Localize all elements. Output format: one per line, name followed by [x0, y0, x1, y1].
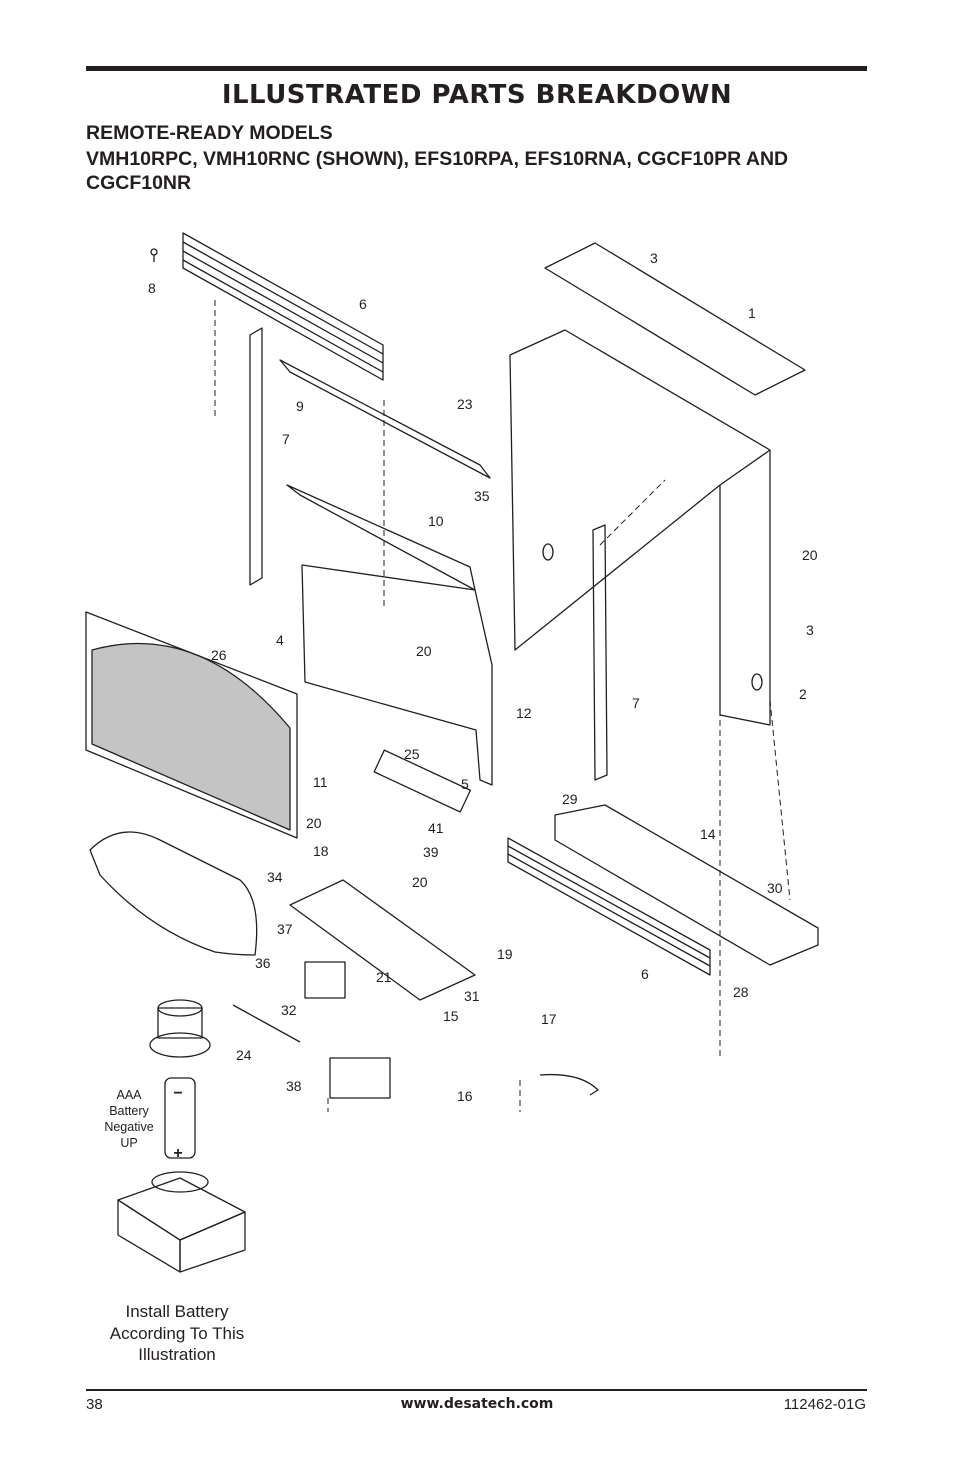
callout-7-right: 7	[632, 695, 640, 711]
part-36-bracket	[305, 962, 345, 998]
part-12-firebox	[302, 565, 492, 785]
callout-11: 11	[313, 774, 328, 790]
page-number: 38	[86, 1396, 103, 1413]
callout-38: 38	[286, 1078, 302, 1094]
callout-29: 29	[562, 791, 578, 807]
part-6-top-louver	[183, 233, 383, 380]
valve-body	[330, 1058, 390, 1098]
callout-26: 26	[211, 647, 227, 663]
callout-9: 9	[296, 398, 304, 414]
callout-3-right: 3	[806, 622, 814, 638]
part-10-baffle	[287, 485, 475, 590]
callout-20-lower: 20	[306, 815, 322, 831]
part-26-grille	[86, 612, 297, 838]
callout-18: 18	[313, 843, 329, 859]
callout-19: 19	[497, 946, 513, 962]
part-5-burner	[374, 750, 470, 812]
screw-8	[151, 249, 157, 262]
part-9-bracket	[280, 360, 490, 478]
callout-6-bottom: 6	[641, 966, 649, 982]
website-link: www.desatech.com	[400, 1396, 554, 1412]
callout-12: 12	[516, 705, 532, 721]
tube-loop	[540, 1075, 598, 1095]
models-list: VMH10RPC, VMH10RNC (SHOWN), EFS10RPA, EFS10RNA, CGCF10PR AND CGCF10NR	[86, 148, 789, 194]
callout-31: 31	[464, 988, 480, 1004]
callout-28: 28	[733, 984, 749, 1000]
part-7-right-strip	[593, 525, 607, 780]
callout-23: 23	[457, 396, 473, 412]
battery-note-line4: UP	[120, 1136, 138, 1150]
part-7-left-strip	[250, 328, 262, 585]
battery-cap-illustration	[150, 1000, 210, 1057]
callout-39: 39	[423, 844, 439, 860]
callout-2: 2	[799, 686, 807, 702]
callout-41: 41	[428, 820, 444, 836]
callout-30: 30	[767, 880, 783, 896]
battery-note-line2: Battery	[109, 1104, 149, 1118]
callout-3-top: 3	[650, 250, 658, 266]
callout-10: 10	[428, 513, 444, 529]
part-23-cabinet	[510, 330, 770, 725]
callout-37: 37	[277, 921, 293, 937]
callout-15: 15	[443, 1008, 459, 1024]
callout-1: 1	[748, 305, 756, 321]
callout-17: 17	[541, 1011, 557, 1027]
callout-20-right: 20	[802, 547, 818, 563]
callout-4: 4	[276, 632, 284, 648]
svg-text:+: +	[173, 1145, 183, 1162]
battery-note-line1: AAA	[116, 1088, 142, 1102]
callout-34: 34	[267, 869, 283, 885]
callout-20-mid: 20	[416, 643, 432, 659]
callout-32: 32	[281, 1002, 297, 1018]
callout-6-top: 6	[359, 296, 367, 312]
bottom-rule	[86, 1389, 867, 1391]
callout-7-left: 7	[282, 431, 290, 447]
callout-36: 36	[255, 955, 271, 971]
callout-20-bracket: 20	[412, 874, 428, 890]
callout-14: 14	[700, 826, 716, 842]
svg-text:−: −	[173, 1085, 183, 1102]
callout-24: 24	[236, 1047, 252, 1063]
part-27-logs	[90, 832, 257, 955]
callout-5: 5	[461, 776, 469, 792]
callout-8: 8	[148, 280, 156, 296]
part-1-top-panel	[545, 243, 805, 395]
page-title: ILLUSTRATED PARTS BREAKDOWN	[221, 80, 733, 110]
models-heading: REMOTE-READY MODELS	[86, 122, 333, 144]
document-number: 112462-01G	[783, 1396, 866, 1413]
install-battery-caption: Install Battery According To This Illustration	[109, 1302, 245, 1364]
battery-holder-illustration	[118, 1172, 245, 1272]
callout-25: 25	[404, 746, 420, 762]
callout-16: 16	[457, 1088, 473, 1104]
callout-21: 21	[376, 969, 392, 985]
callout-35: 35	[474, 488, 490, 504]
battery-note-line3: Negative	[104, 1120, 154, 1134]
part-6-bottom-louver	[508, 838, 710, 975]
